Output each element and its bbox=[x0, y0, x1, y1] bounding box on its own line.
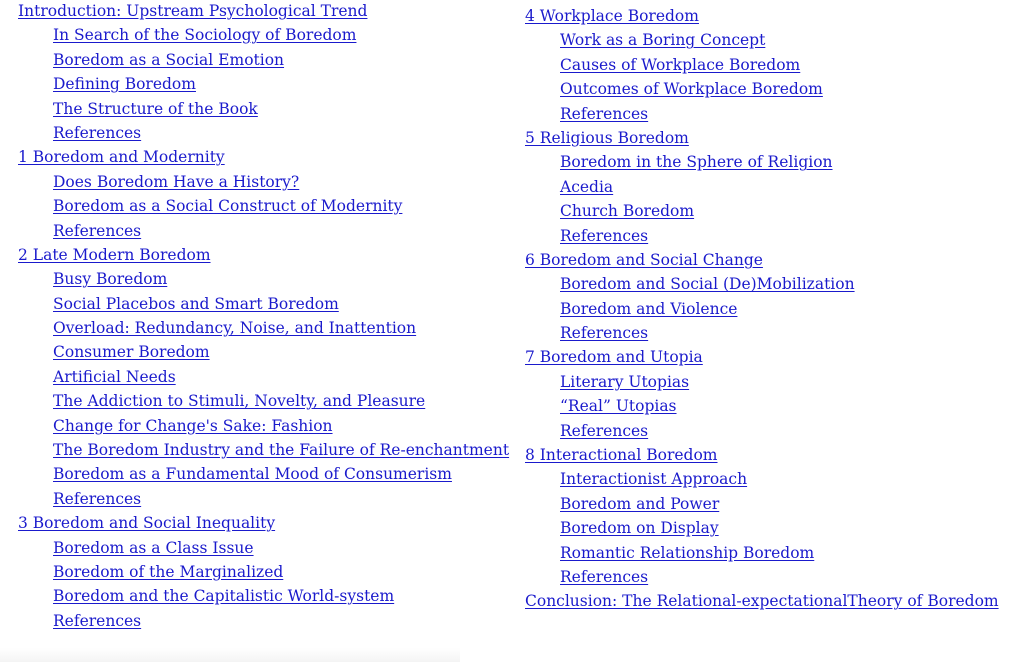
toc-section-entry bbox=[525, 297, 999, 321]
section-link-boredom-as-a-class-issue[interactable]: Boredom as a Class Issue bbox=[53, 538, 254, 557]
toc-section-entry bbox=[18, 219, 509, 243]
toc-section-entry bbox=[18, 316, 509, 340]
toc-section-entry bbox=[525, 175, 999, 199]
section-link-references[interactable]: References bbox=[560, 226, 649, 245]
toc-section-entry bbox=[525, 272, 999, 296]
toc-section-entry bbox=[525, 77, 999, 101]
chapter-link-3-boredom-and-social-inequality[interactable]: 3 Boredom and Social Inequality bbox=[18, 514, 276, 533]
section-link-references[interactable]: References bbox=[560, 421, 649, 440]
section-link-interactionist-approach[interactable]: Interactionist Approach bbox=[560, 470, 748, 489]
toc-section-entry bbox=[525, 370, 999, 394]
section-link-church-boredom[interactable]: Church Boredom bbox=[560, 202, 695, 221]
toc-section-entry bbox=[525, 492, 999, 516]
toc-section-entry bbox=[18, 414, 509, 438]
toc-section-entry bbox=[18, 170, 509, 194]
toc-chapter-entry bbox=[18, 0, 509, 23]
chapter-link-introduction-upstream-psychological-trend[interactable]: Introduction: Upstream Psychological Trend bbox=[18, 2, 368, 20]
chapter-link-4-workplace-boredom[interactable]: 4 Workplace Boredom bbox=[525, 7, 699, 25]
toc-section-entry bbox=[525, 394, 999, 418]
section-link-boredom-and-violence[interactable]: Boredom and Violence bbox=[560, 299, 738, 318]
toc-section-entry bbox=[18, 536, 509, 560]
section-link-references[interactable]: References bbox=[53, 123, 142, 142]
section-link-causes-of-workplace-boredom[interactable]: Causes of Workplace Boredom bbox=[560, 55, 801, 74]
section-link-references[interactable]: References bbox=[53, 611, 142, 630]
toc-section-entry bbox=[18, 487, 509, 511]
chapter-link-6-boredom-and-social-change[interactable]: 6 Boredom and Social Change bbox=[525, 250, 763, 269]
toc-chapter-entry bbox=[525, 126, 999, 150]
toc-section-entry bbox=[525, 419, 999, 443]
section-link-boredom-and-power[interactable]: Boredom and Power bbox=[560, 494, 720, 513]
toc-section-entry bbox=[18, 584, 509, 608]
chapter-link-conclusion-the-relational-expectationaltheory-of-boredom[interactable]: Conclusion: The Relational-expectationalTheory of Boredom bbox=[525, 592, 999, 611]
section-link-change-for-change-s-sake-fashion[interactable]: Change for Change's Sake: Fashion bbox=[53, 416, 333, 435]
toc-chapter-entry bbox=[525, 589, 999, 613]
toc-section-entry bbox=[18, 194, 509, 218]
section-link-the-addiction-to-stimuli-novelty-and-pleasure[interactable]: The Addiction to Stimuli, Novelty, and Pleasure bbox=[53, 392, 426, 411]
toc-section-entry bbox=[18, 462, 509, 486]
toc-chapter-entry bbox=[525, 345, 999, 369]
toc-chapter-entry bbox=[18, 243, 509, 267]
toc-chapter-entry bbox=[18, 511, 509, 535]
toc-section-entry bbox=[525, 565, 999, 589]
section-link-social-placebos-and-smart-boredom[interactable]: Social Placebos and Smart Boredom bbox=[53, 294, 339, 313]
section-link-the-boredom-industry-and-the-failure-of-re-enchantment[interactable]: The Boredom Industry and the Failure of Re-enchantment bbox=[53, 441, 510, 460]
chapter-link-5-religious-boredom[interactable]: 5 Religious Boredom bbox=[525, 128, 689, 147]
toc-section-entry bbox=[18, 389, 509, 413]
section-link-boredom-of-the-marginalized[interactable]: Boredom of the Marginalized bbox=[53, 562, 284, 581]
toc-section-entry bbox=[525, 224, 999, 248]
section-link-in-search-of-the-sociology-of-boredom[interactable]: In Search of the Sociology of Boredom bbox=[53, 26, 357, 45]
toc-section-entry bbox=[18, 438, 509, 462]
toc-section-entry bbox=[525, 467, 999, 491]
toc-section-entry bbox=[525, 150, 999, 174]
section-link-references[interactable]: References bbox=[53, 489, 142, 508]
section-link-consumer-boredom[interactable]: Consumer Boredom bbox=[53, 343, 210, 362]
section-link-romantic-relationship-boredom[interactable]: Romantic Relationship Boredom bbox=[560, 543, 815, 562]
toc-section-entry bbox=[18, 609, 509, 633]
toc-section-entry bbox=[525, 102, 999, 126]
section-link-boredom-on-display[interactable]: Boredom on Display bbox=[560, 519, 719, 538]
section-link-literary-utopias[interactable]: Literary Utopias bbox=[560, 372, 690, 391]
toc-chapter-entry bbox=[18, 145, 509, 169]
toc-section-entry bbox=[18, 72, 509, 96]
toc-chapter-entry bbox=[525, 248, 999, 272]
bottom-shadow bbox=[0, 648, 460, 662]
toc-section-entry bbox=[525, 321, 999, 345]
toc-section-entry bbox=[18, 560, 509, 584]
section-link-real-utopias[interactable]: “Real” Utopias bbox=[560, 397, 677, 416]
section-link-boredom-as-a-social-construct-of-modernity[interactable]: Boredom as a Social Construct of Modernity bbox=[53, 197, 403, 216]
toc-section-entry bbox=[18, 267, 509, 291]
toc-section-entry bbox=[18, 48, 509, 72]
section-link-boredom-and-the-capitalistic-world-system[interactable]: Boredom and the Capitalistic World-system bbox=[53, 587, 395, 606]
section-link-artificial-needs[interactable]: Artificial Needs bbox=[53, 367, 176, 386]
toc-section-entry bbox=[18, 340, 509, 364]
toc-chapter-entry bbox=[525, 4, 999, 28]
section-link-references[interactable]: References bbox=[560, 104, 649, 123]
section-link-boredom-and-social-de-mobilization[interactable]: Boredom and Social (De)Mobilization bbox=[560, 275, 855, 294]
toc-section-entry bbox=[525, 199, 999, 223]
chapter-link-7-boredom-and-utopia[interactable]: 7 Boredom and Utopia bbox=[525, 348, 703, 367]
section-link-does-boredom-have-a-history[interactable]: Does Boredom Have a History? bbox=[53, 172, 300, 191]
toc-section-entry bbox=[18, 365, 509, 389]
toc-column-left bbox=[18, 0, 509, 633]
toc-section-entry bbox=[525, 28, 999, 52]
toc-section-entry bbox=[18, 292, 509, 316]
section-link-references[interactable]: References bbox=[560, 567, 649, 586]
toc-section-entry bbox=[525, 516, 999, 540]
chapter-link-2-late-modern-boredom[interactable]: 2 Late Modern Boredom bbox=[18, 245, 211, 264]
section-link-references[interactable]: References bbox=[560, 324, 649, 343]
section-link-boredom-as-a-social-emotion[interactable]: Boredom as a Social Emotion bbox=[53, 50, 285, 69]
section-link-references[interactable]: References bbox=[53, 221, 142, 240]
section-link-overload-redundancy-noise-and-inattention[interactable]: Overload: Redundancy, Noise, and Inattention bbox=[53, 319, 417, 338]
toc-section-entry bbox=[525, 53, 999, 77]
toc-chapter-entry bbox=[525, 443, 999, 467]
toc-column-right bbox=[525, 4, 999, 614]
section-link-outcomes-of-workplace-boredom[interactable]: Outcomes of Workplace Boredom bbox=[560, 80, 823, 99]
chapter-link-1-boredom-and-modernity[interactable]: 1 Boredom and Modernity bbox=[18, 148, 225, 167]
toc-section-entry bbox=[18, 121, 509, 145]
chapter-link-8-interactional-boredom[interactable]: 8 Interactional Boredom bbox=[525, 446, 718, 465]
section-link-the-structure-of-the-book[interactable]: The Structure of the Book bbox=[53, 99, 258, 118]
toc-section-entry bbox=[525, 541, 999, 565]
section-link-boredom-in-the-sphere-of-religion[interactable]: Boredom in the Sphere of Religion bbox=[560, 153, 833, 172]
section-link-acedia[interactable]: Acedia bbox=[560, 177, 614, 196]
toc-section-entry bbox=[18, 97, 509, 121]
section-link-busy-boredom[interactable]: Busy Boredom bbox=[53, 270, 168, 289]
toc-section-entry bbox=[18, 23, 509, 47]
section-link-work-as-a-boring-concept[interactable]: Work as a Boring Concept bbox=[560, 31, 766, 50]
section-link-defining-boredom[interactable]: Defining Boredom bbox=[53, 75, 196, 94]
section-link-boredom-as-a-fundamental-mood-of-consumerism[interactable]: Boredom as a Fundamental Mood of Consumerism bbox=[53, 465, 452, 484]
